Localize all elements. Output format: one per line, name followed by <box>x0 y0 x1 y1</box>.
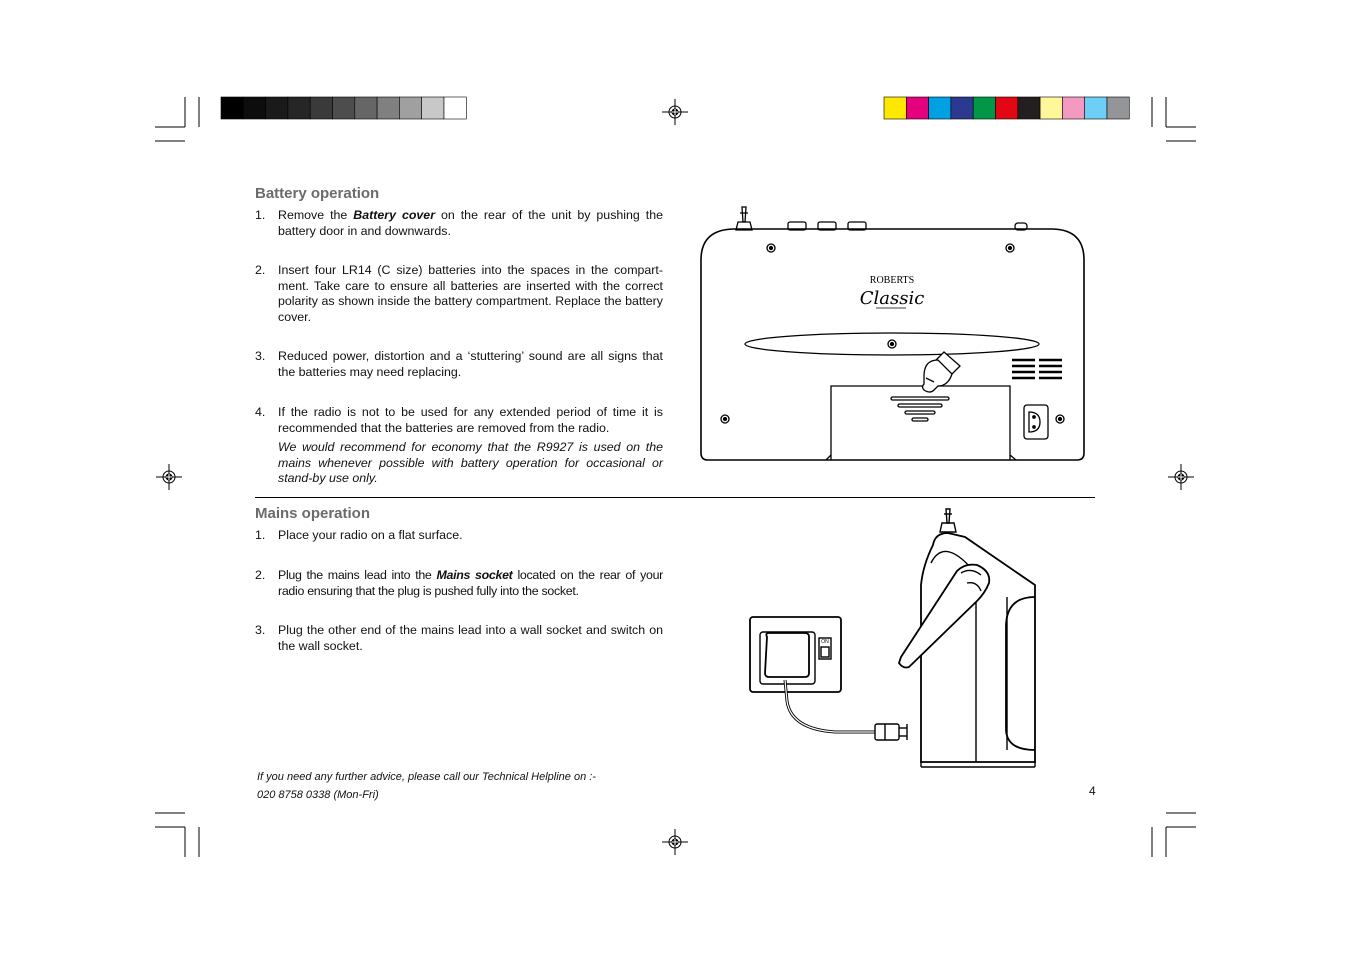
step-number: 4. <box>255 405 266 419</box>
helpline-text: If you need any further advice, please call our Technical Helpline on :- <box>257 771 596 783</box>
mains-operation-heading: Mains operation <box>255 505 371 522</box>
gray-swatch <box>377 97 399 119</box>
battery-operation-heading: Battery operation <box>255 185 380 202</box>
step-text: Plug the other end of the mains lead into a wall socket and switch on the wall socket. <box>278 623 663 653</box>
mains-step-3 <box>255 623 663 654</box>
color-swatch <box>1085 97 1107 119</box>
registration-mark <box>662 99 688 125</box>
mains-step-1 <box>255 528 663 544</box>
mains-socket-emphasis: Mains socket <box>436 568 513 582</box>
radio-rear-illustration <box>698 200 1098 465</box>
color-swatch <box>951 97 973 119</box>
gray-swatch <box>422 97 444 119</box>
gray-swatch <box>444 97 466 119</box>
step-text: Remove the Battery cover on the rear of the unit by pushing the battery door in and downwards. <box>278 208 664 238</box>
mains-connection-illustration <box>745 505 1055 770</box>
color-swatch <box>973 97 995 119</box>
step-text: Place your radio on a flat surface. <box>278 528 463 542</box>
step-text: Insert four LR14 (C size) batteries into the spaces in the compart-ment. Take care to ensure all batteries are inserted with the correct polarity as shown inside the battery compartment. Replace the battery cover. <box>278 263 663 324</box>
step-number: 2. <box>255 568 266 582</box>
helpline-footer <box>257 768 596 804</box>
step-number: 1. <box>255 528 266 542</box>
color-swatch <box>1107 97 1129 119</box>
gray-swatch <box>355 97 377 119</box>
gray-swatch <box>243 97 265 119</box>
mains-step-2 <box>255 568 663 599</box>
gray-swatch <box>310 97 332 119</box>
registration-mark <box>156 464 182 490</box>
step-text: If the radio is not to be used for any extended period of time it is recommended that the batteries are removed from the radio. <box>278 405 663 435</box>
registration-mark <box>1168 464 1194 490</box>
step-number: 2. <box>255 263 266 277</box>
section-divider <box>255 497 1095 498</box>
registration-mark <box>662 829 688 855</box>
brand-name: ROBERTS <box>869 275 915 286</box>
step-text: Reduced power, distortion and a ‘stuttering’ sound are all signs that the batteries may need replacing. <box>278 349 663 379</box>
battery-step-4 <box>255 405 663 487</box>
color-swatch <box>1062 97 1084 119</box>
gray-swatch <box>288 97 310 119</box>
color-swatch <box>884 97 906 119</box>
wall-switch-label: ON <box>821 639 829 645</box>
helpline-number: 020 8758 0338 (Mon-Fri) <box>257 789 379 801</box>
step-number: 3. <box>255 623 266 637</box>
step-text: Plug the mains lead into the Mains socket located on the rear of your radio ensuring that the plug is pushed fully into the socket. <box>278 568 663 598</box>
step-number: 3. <box>255 349 266 363</box>
color-swatch <box>906 97 928 119</box>
page-number: 4 <box>1089 784 1096 798</box>
gray-swatch <box>399 97 421 119</box>
battery-step-1 <box>255 208 663 239</box>
color-swatch <box>1040 97 1062 119</box>
battery-step-3 <box>255 349 663 380</box>
model-script: Classic <box>859 288 925 309</box>
color-swatch <box>1018 97 1040 119</box>
gray-swatch <box>221 97 243 119</box>
color-swatch <box>996 97 1018 119</box>
step-number: 1. <box>255 208 266 222</box>
economy-note: We would recommend for economy that the R9927 is used on the mains whenever possible with battery operation for occasional or stand-by use only. <box>278 440 663 485</box>
gray-swatch <box>333 97 355 119</box>
battery-step-2 <box>255 263 663 325</box>
battery-cover-emphasis: Battery cover <box>353 208 436 222</box>
color-swatch <box>929 97 951 119</box>
gray-swatch <box>266 97 288 119</box>
